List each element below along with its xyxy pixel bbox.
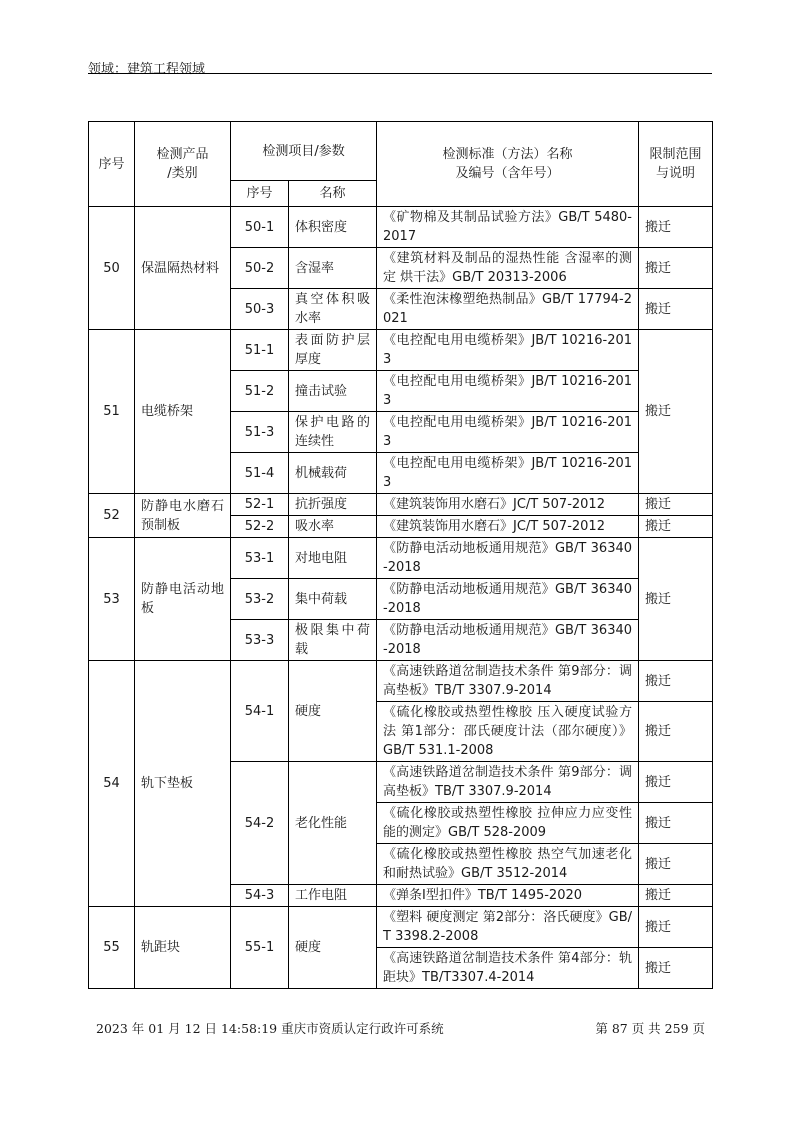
item-standard: 《硫化橡胶或热塑性橡胶 热空气加速老化和耐热试验》GB/T 3512-2014 [377,844,639,885]
item-no: 54-3 [231,885,289,907]
row-seq: 55 [89,907,135,989]
item-limit: 搬迁 [639,207,713,248]
item-standard: 《防静电活动地板通用规范》GB/T 36340-2018 [377,538,639,579]
item-standard: 《建筑装饰用水磨石》JC/T 507-2012 [377,516,639,538]
col-header-item-param: 检测项目/参数 [231,122,377,181]
item-standard: 《高速铁路道岔制造技术条件 第9部分：调高垫板》TB/T 3307.9-2014 [377,762,639,803]
item-standard: 《硫化橡胶或热塑性橡胶 拉伸应力应变性能的测定》GB/T 528-2009 [377,803,639,844]
item-no: 50-3 [231,289,289,330]
item-name: 工作电阻 [289,885,377,907]
row-seq: 54 [89,661,135,907]
item-standard: 《建筑材料及制品的湿热性能 含湿率的测定 烘干法》GB/T 20313-2006 [377,248,639,289]
item-name: 真空体积吸水率 [289,289,377,330]
footer-page-info: 第 87 页 共 259 页 [595,1021,705,1036]
col-header-limit: 限制范围 与说明 [639,122,713,207]
item-limit: 搬迁 [639,248,713,289]
row-seq: 50 [89,207,135,330]
item-no: 53-1 [231,538,289,579]
row-product: 轨下垫板 [135,661,231,907]
col-header-seq: 序号 [89,122,135,207]
inspection-scope-table [88,121,713,989]
row-product: 轨距块 [135,907,231,989]
row-product: 防静电活动地板 [135,538,231,661]
item-limit: 搬迁 [639,516,713,538]
domain-header: 领域：建筑工程领域 [88,62,206,77]
item-limit: 搬迁 [639,289,713,330]
col-header-standard: 检测标准（方法）名称 及编号（含年号） [377,122,639,207]
item-name: 保护电路的连续性 [289,412,377,453]
table-row [89,538,713,579]
item-standard: 《弹条Ⅰ型扣件》TB/T 1495-2020 [377,885,639,907]
item-name: 集中荷载 [289,579,377,620]
item-limit: 搬迁 [639,844,713,885]
table-row [89,661,713,702]
item-no: 53-2 [231,579,289,620]
item-no: 51-3 [231,412,289,453]
row-seq: 51 [89,330,135,494]
item-standard: 《电控配电用电缆桥架》JB/T 10216-2013 [377,453,639,494]
item-name: 硬度 [289,907,377,989]
col-header-product: 检测产品 /类别 [135,122,231,207]
row-seq: 52 [89,494,135,538]
item-limit: 搬迁 [639,907,713,948]
table-header-row [89,122,713,181]
row-product: 保温隔热材料 [135,207,231,330]
item-standard: 《矿物棉及其制品试验方法》GB/T 5480-2017 [377,207,639,248]
col-header-item-seq: 序号 [231,181,289,207]
table-row [89,907,713,948]
item-no: 55-1 [231,907,289,989]
item-name: 老化性能 [289,762,377,885]
item-limit: 搬迁 [639,661,713,702]
item-no: 50-2 [231,248,289,289]
item-name: 吸水率 [289,516,377,538]
item-limit: 搬迁 [639,948,713,989]
item-no: 52-2 [231,516,289,538]
item-limit: 搬迁 [639,702,713,762]
item-limit: 搬迁 [639,330,713,494]
table-row [89,494,713,516]
item-limit: 搬迁 [639,803,713,844]
item-no: 50-1 [231,207,289,248]
item-name: 体积密度 [289,207,377,248]
header-divider [88,73,712,74]
item-name: 含湿率 [289,248,377,289]
item-standard: 《塑料 硬度测定 第2部分：洛氏硬度》GB/T 3398.2-2008 [377,907,639,948]
item-no: 53-3 [231,620,289,661]
item-limit: 搬迁 [639,885,713,907]
footer-timestamp-system: 2023 年 01 月 12 日 14:58:19 重庆市资质认定行政许可系统 [96,1021,444,1036]
item-name: 机械载荷 [289,453,377,494]
item-standard: 《硫化橡胶或热塑性橡胶 压入硬度试验方法 第1部分：邵氏硬度计法（邵尔硬度）》GB/T 531.1-2008 [377,702,639,762]
item-standard: 《高速铁路道岔制造技术条件 第9部分：调高垫板》TB/T 3307.9-2014 [377,661,639,702]
item-name: 表面防护层厚度 [289,330,377,371]
item-no: 54-2 [231,762,289,885]
item-standard: 《电控配电用电缆桥架》JB/T 10216-2013 [377,371,639,412]
item-name: 抗折强度 [289,494,377,516]
table-row [89,207,713,248]
row-product: 电缆桥架 [135,330,231,494]
item-standard: 《电控配电用电缆桥架》JB/T 10216-2013 [377,412,639,453]
item-name: 撞击试验 [289,371,377,412]
item-no: 51-2 [231,371,289,412]
item-standard: 《柔性泡沫橡塑绝热制品》GB/T 17794-2021 [377,289,639,330]
col-header-item-name: 名称 [289,181,377,207]
item-limit: 搬迁 [639,494,713,516]
item-no: 54-1 [231,661,289,762]
item-name: 极限集中荷载 [289,620,377,661]
item-standard: 《建筑装饰用水磨石》JC/T 507-2012 [377,494,639,516]
table-row [89,330,713,371]
item-standard: 《高速铁路道岔制造技术条件 第4部分：轨距块》TB/T3307.4-2014 [377,948,639,989]
item-name: 对地电阻 [289,538,377,579]
row-seq: 53 [89,538,135,661]
item-no: 51-4 [231,453,289,494]
item-standard: 《防静电活动地板通用规范》GB/T 36340-2018 [377,579,639,620]
item-no: 51-1 [231,330,289,371]
item-name: 硬度 [289,661,377,762]
item-standard: 《电控配电用电缆桥架》JB/T 10216-2013 [377,330,639,371]
item-limit: 搬迁 [639,762,713,803]
row-product: 防静电水磨石预制板 [135,494,231,538]
item-limit: 搬迁 [639,538,713,661]
item-standard: 《防静电活动地板通用规范》GB/T 36340-2018 [377,620,639,661]
item-no: 52-1 [231,494,289,516]
